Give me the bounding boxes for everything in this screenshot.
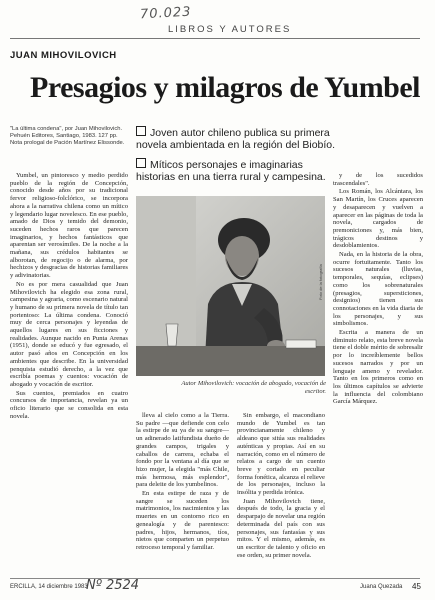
deck-secondary <box>136 158 336 183</box>
headline: Presagios y milagros de Yumbel <box>30 71 421 104</box>
paragraph: Sin embargo, el macondiano mundo de Yumbel es tan provincianamente chileno y aldeano que sitúa sus realidades auténticas y propias. Así en su narración, como en el número de relatos a cargo de un cuento breve y cortado en peculiar forma fonética, alcanza el relieve de los personajes, incluso la insólita y perdida irónica. <box>237 412 325 497</box>
paragraph: Nada, en la historia de la obra, ocurre fortuitamente. Tanto los sucesos naturales (lluvias, temporales, sequías, eclipses) como los sobrenaturales (presagios, supersticiones, designios) tienen sus connotaciones en la vida diaria de los personajes, y sus simbolismos. <box>333 251 423 328</box>
author-name: JUAN MIHOVILOVICH <box>10 50 117 61</box>
article-column-4 <box>333 172 423 560</box>
article-column-3 <box>237 412 325 562</box>
bullet-square-icon <box>136 158 146 168</box>
bottom-rule <box>10 578 420 579</box>
paragraph: En esta estirpe de raza y de sangre se suceden los matrimonios, los nacimientos y las muertes en un contorno rico en genealogía y de parentesco: padres, hijos, hermanos, tíos, nietos que comparten un perpetuo retroceso temporal y familiar. <box>136 490 229 551</box>
paragraph: Los Román, los Alcántara, los San Martín, los Cruces aparecen y desaparecen y vuelven a aparecer en las páginas de toda la novela, cargados de premoniciones y, más bien, trágicos destinos y desdoblamientos. <box>333 188 423 250</box>
article-column-2 <box>136 412 229 562</box>
section-header: LIBROS Y AUTORES <box>168 24 292 35</box>
bibliographic-note: "La última condena", por Juan Mihovilovich. Pehuén Editores, Santiago, 1983. 127 pp. Nota prologal de Pación Martínez Elissonde. <box>10 126 125 146</box>
footer-publication: ERCILLA, 14 diciembre 1983 <box>10 584 88 590</box>
author-photo <box>136 196 325 376</box>
paragraph: No es por mera casualidad que Juan Mihovilovich ha elegido esa zona rural, campesina y agraria, como escenario natural y humano de su primera novela de título tan portentoso: La última condena. Conoció muy de cerca personajes y leyendas de aquellos lugares en sus ficciones y realidades. Aunque nacido en Punta Arenas (1951), donde se educó y fue egresado, el autor pasó años en Concepción en los ambientes que describe. En la universidad penquista estudió derecho, a la vez que escribía poemas y cuentos: vocación de abogado y vocación de escritor. <box>10 280 128 388</box>
photo-caption: Autor Mihovilovich: vocación de abogado, vocación de escritor. <box>181 380 326 395</box>
paragraph: y de los sucedidos trascendales". <box>333 172 423 187</box>
deck-primary-text: Joven autor chileno publica su primera novela ambientada en la región del Biobío. <box>136 127 336 151</box>
deck-secondary-text: Míticos personajes e imaginarias historias en una tierra rural y campesina. <box>136 159 326 183</box>
archive-stamp: Nº 2524 <box>86 578 140 593</box>
article-column-1 <box>10 172 128 560</box>
paragraph: lleva al cielo como a la Tierra. Su padre —que defiende con celo la estirpe de su ya de su sangre— un adinerado latifundista dueño de grandes campos, trigales y caballos de carrera, echaba el fondo por la ventana al día que se hizo mujer, la elegida "más Chile, más hermosa, más esplendor", para deleite de los yumbelinos. <box>136 412 229 489</box>
footer-credit: Juana Quezada <box>360 584 403 590</box>
page-number: 45 <box>412 582 421 591</box>
paragraph: Juan Mihovilovich tiene, después de todo, la gracia y el desparpajo de novelar una región determinada del país con sus personajes, sus fantasías y sus mitos. Y el mismo, además, es un escritor de talento y oficio en ese orden, su primer novela. <box>237 497 325 559</box>
photo-credit: Foto de la fotografía <box>318 264 323 300</box>
section-rule <box>10 38 420 39</box>
paragraph: Yumbel, un pintoresco y medio perdido pueblo de la región de Concepción, conocido desde años por su tradicional fervor religioso-folclórico, se incorpora ahora a la narrativa chilena como un mítico y legendario lugar novelesco. En ese pueblo, amado de Dios y temido del demonio, suceden hechos raros que parecen imaginarios, y hechos fantásticos que aparentan ser verosímiles. De la noche a la mañana, sus crédulos habitantes se alborotan, de regocijo o de alarma, por hechizos y desgracias de historias familiares y adivinatorias. <box>10 172 128 280</box>
handwritten-mark: 70.023 <box>139 4 192 23</box>
deck-primary <box>136 126 336 151</box>
bullet-square-icon <box>136 126 146 136</box>
paragraph: Sus cuentos, premiados en cuatro concursos de importancia, revelan ya un oficio literario que se consolida en esta novela. <box>10 389 128 420</box>
paragraph: Escrita a manera de un diminuto relato, esta breve novela tiene el doble mérito de sobresalir por lo increíblemente bellos sucesos narrados y por un lenguaje ameno y revelador. Tanto en los primeros como en los últimos capítulos se advierte la influencia del colombiano García Márquez. <box>333 329 423 406</box>
